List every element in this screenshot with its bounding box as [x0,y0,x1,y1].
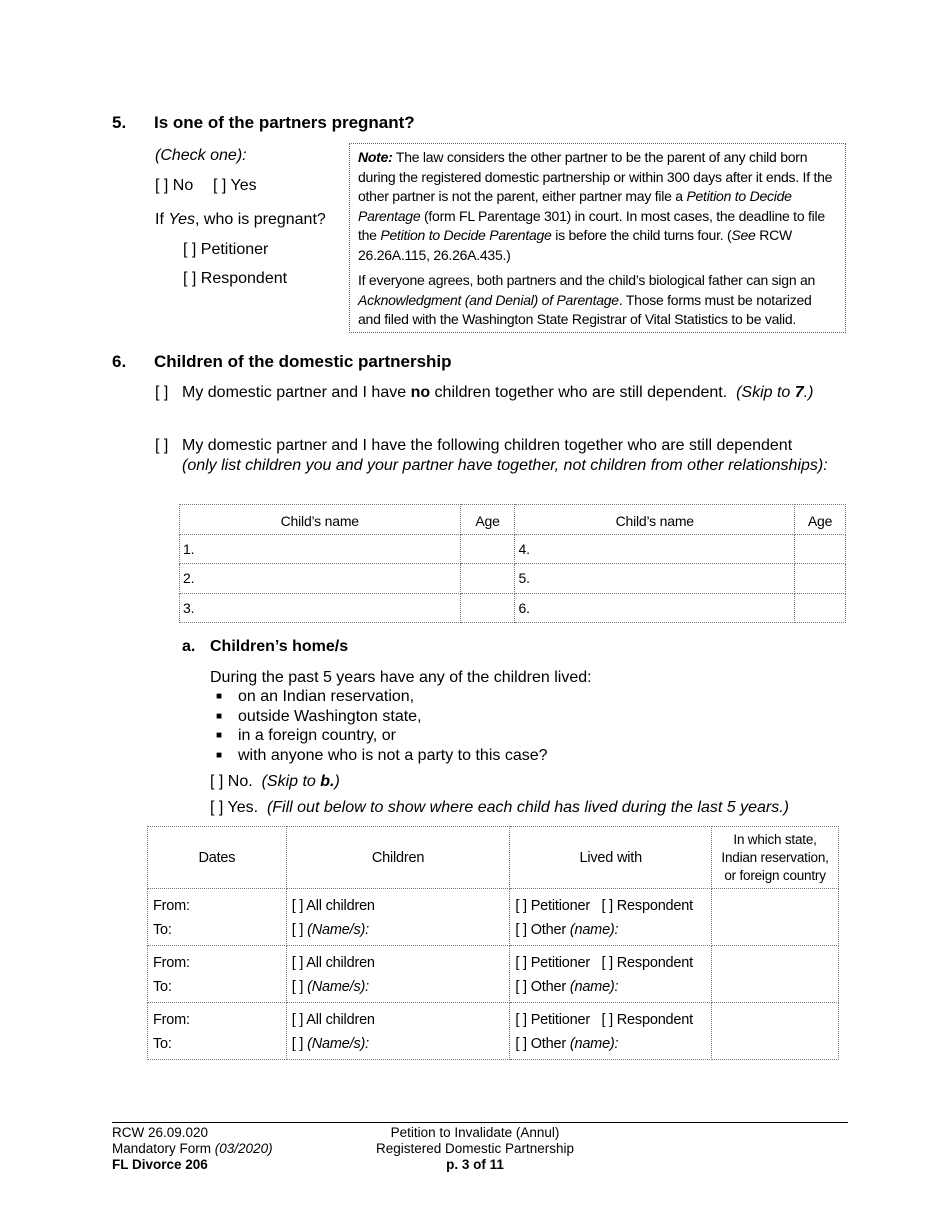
children-cell[interactable]: [ ] All children [ ] (Name/s): [286,946,510,1003]
footer-rcw: RCW 26.09.020 [112,1125,209,1140]
section-6-title: Children of the domestic partnership [154,352,452,371]
check-one-label: (Check one): [155,147,247,164]
children-header: Children [286,827,510,889]
subsection-a-title: Children’s home/s [210,638,349,655]
pregnant-respondent-checkbox[interactable]: [ ] Respondent [183,270,288,287]
section-5-number: 5. [112,113,127,132]
dates-cell[interactable]: From: To: [148,889,287,946]
bullet-icon: ■ [216,750,223,761]
age-header-2: Age [795,505,846,535]
homes-yes-checkbox[interactable]: [ ] Yes. (Fill out below to show where each child has lived during the last 5 years.) [210,799,789,816]
table-row [180,534,846,564]
child-name-cell[interactable]: 6. [515,593,795,623]
age-header-1: Age [460,505,515,535]
child-name-cell[interactable]: 2. [180,564,461,594]
homes-table [147,826,839,1060]
children-cell[interactable]: [ ] All children [ ] (Name/s): [286,889,510,946]
pregnant-yes-checkbox[interactable]: [ ] Yes [213,177,257,194]
child-age-cell[interactable] [795,564,846,594]
child-name-header-1: Child’s name [180,505,461,535]
table-row [148,889,839,946]
parentage-note-box [349,143,846,333]
note-paragraph-2: If everyone agrees, both partners and the child’s biological father can sign an Acknowledgment (and Denial) of Parentage. Those forms must be notarized and filed with the Washington State Registrar of Vital Statistics to be valid. [358,272,816,327]
footer-mandatory: Mandatory Form (03/2020) [112,1141,273,1156]
homes-question: During the past 5 years have any of the children lived: [210,669,592,686]
section-6-number: 6. [112,352,127,371]
child-name-cell[interactable]: 5. [515,564,795,594]
who-is-pregnant-question: If Yes, who is pregnant? [155,211,326,228]
no-children-checkbox[interactable]: [ ] [155,384,169,401]
section-5-title: Is one of the partners pregnant? [154,113,415,132]
children-table [179,504,846,623]
dates-cell[interactable]: From: To: [148,1003,287,1060]
footer-form-id: FL Divorce 206 [112,1157,208,1172]
bullet-icon: ■ [216,730,223,741]
bullet-icon: ■ [216,711,223,722]
homes-no-checkbox[interactable]: [ ] No. (Skip to b.) [210,773,340,790]
bullet-icon: ■ [216,691,223,702]
has-children-text: My domestic partner and I have the following children together who are still dependent (only list children you and your partner have together, not children from other relationships): [182,437,828,474]
footer-page-number: p. 3 of 11 [446,1157,504,1172]
has-children-checkbox[interactable]: [ ] [155,437,169,454]
footer-title-line-2: Registered Domestic Partnership [375,1141,575,1156]
note-paragraph-1: Note: The law considers the other partner to be the parent of any child born during the registered domestic partnership or within 300 days after it ends. If the other partner is not the parent, either partner may file a Petition to Decide Parentage (form FL Parentage 301) in court. In most cases, the deadline to file the Petition to Decide Parentage is before the child turns four. (See RCW 26.26A.115, 26.26A.435.) [358,149,833,263]
lived-with-cell[interactable]: [ ] Petitioner [ ] Respondent [ ] Other (name): [510,1003,712,1060]
children-cell[interactable]: [ ] All children [ ] (Name/s): [286,1003,510,1060]
child-name-cell[interactable]: 4. [515,534,795,564]
footer-title-line-1: Petition to Invalidate (Annul) [390,1125,560,1140]
footer-center [355,1125,595,1173]
bullet-item: on an Indian reservation, [238,688,415,705]
location-cell[interactable] [712,889,839,946]
lived-with-cell[interactable]: [ ] Petitioner [ ] Respondent [ ] Other (name): [510,889,712,946]
lived-with-header: Lived with [510,827,712,889]
dates-cell[interactable]: From: To: [148,946,287,1003]
no-children-text: My domestic partner and I have no children together who are still dependent. (Skip to 7.) [182,384,814,401]
bullet-item: outside Washington state, [238,708,422,725]
table-row [180,593,846,623]
child-age-cell[interactable] [460,534,515,564]
subsection-a-letter: a. [182,638,196,655]
child-name-cell[interactable]: 1. [180,534,461,564]
pregnant-petitioner-checkbox[interactable]: [ ] Petitioner [183,241,269,258]
bullet-item: in a foreign country, or [238,727,397,744]
footer-divider [112,1122,848,1123]
child-age-cell[interactable] [795,534,846,564]
location-cell[interactable] [712,1003,839,1060]
table-row [180,564,846,594]
child-age-cell[interactable] [460,593,515,623]
bullet-item: with anyone who is not a party to this case? [238,747,548,764]
pregnant-no-checkbox[interactable]: [ ] No [155,177,194,194]
table-row [148,946,839,1003]
location-header: In which state, Indian reservation, or foreign country [712,827,839,889]
child-name-cell[interactable]: 3. [180,593,461,623]
child-age-cell[interactable] [795,593,846,623]
dates-header: Dates [148,827,287,889]
footer-left [112,1125,273,1173]
location-cell[interactable] [712,946,839,1003]
child-name-header-2: Child’s name [515,505,795,535]
table-row [148,1003,839,1060]
child-age-cell[interactable] [460,564,515,594]
lived-with-cell[interactable]: [ ] Petitioner [ ] Respondent [ ] Other (name): [510,946,712,1003]
